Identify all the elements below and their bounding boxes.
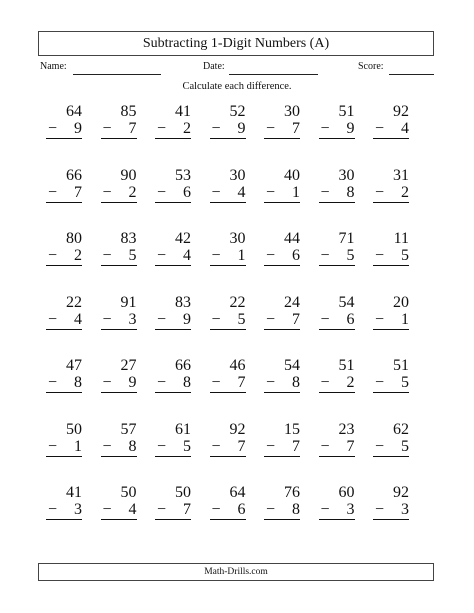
minuend: 23 xyxy=(338,420,355,438)
minuend: 50 xyxy=(120,484,137,501)
subtraction-problem xyxy=(319,484,355,528)
subtrahend: 7 xyxy=(183,501,191,518)
minuend: 92 xyxy=(393,484,409,501)
name-label: Name: xyxy=(40,61,67,72)
instructions: Calculate each difference. xyxy=(182,81,292,92)
minus-sign: − xyxy=(157,374,167,391)
subtrahend-row xyxy=(319,184,355,203)
minuend: 51 xyxy=(338,357,355,374)
subtrahend-row xyxy=(264,311,300,330)
minus-sign: − xyxy=(375,374,385,391)
minuend: 11 xyxy=(393,230,409,247)
minus-sign: − xyxy=(157,120,167,137)
minuend: 46 xyxy=(229,357,246,374)
subtrahend-row xyxy=(46,184,82,203)
minus-sign: − xyxy=(211,374,221,391)
subtrahend-row xyxy=(210,501,246,520)
minus-sign: − xyxy=(157,501,167,518)
subtraction-problem xyxy=(101,357,137,401)
minus-sign: − xyxy=(211,120,221,137)
subtrahend-row xyxy=(101,438,137,457)
subtraction-problem xyxy=(319,294,355,338)
score-label: Score: xyxy=(358,61,384,72)
subtrahend: 9 xyxy=(74,120,82,137)
minuend: 52 xyxy=(229,103,246,120)
subtrahend: 9 xyxy=(237,120,246,137)
subtraction-problem xyxy=(319,421,355,465)
minus-sign: − xyxy=(102,120,112,137)
minuend: 41 xyxy=(66,484,82,501)
subtrahend: 5 xyxy=(183,437,191,455)
subtraction-problem xyxy=(319,357,355,401)
subtrahend-row xyxy=(101,311,137,330)
minuend: 57 xyxy=(120,420,137,438)
minus-sign: − xyxy=(102,310,112,328)
minus-sign: − xyxy=(375,310,385,328)
minuend: 51 xyxy=(393,357,409,374)
subtrahend: 7 xyxy=(237,437,246,455)
minuend: 27 xyxy=(120,357,137,374)
minus-sign: − xyxy=(375,437,385,455)
subtraction-problem xyxy=(46,484,82,528)
subtrahend-row xyxy=(373,311,409,330)
minuend: 50 xyxy=(175,484,191,501)
minuend: 50 xyxy=(66,420,82,438)
minuend: 92 xyxy=(229,420,246,438)
subtraction-problem xyxy=(373,167,409,211)
subtraction-problem xyxy=(155,230,191,274)
subtrahend: 6 xyxy=(346,310,355,328)
minus-sign: − xyxy=(320,183,330,201)
subtraction-problem xyxy=(101,167,137,211)
minus-sign: − xyxy=(375,120,385,137)
subtraction-problem xyxy=(264,230,300,274)
minus-sign: − xyxy=(211,437,221,455)
subtrahend: 9 xyxy=(128,374,137,391)
date-field[interactable] xyxy=(229,74,318,75)
subtrahend: 5 xyxy=(237,310,246,328)
minus-sign: − xyxy=(48,374,58,391)
footer-box xyxy=(38,563,434,581)
subtrahend-row xyxy=(264,438,300,457)
subtraction-problem xyxy=(373,421,409,465)
name-field[interactable] xyxy=(73,74,161,75)
subtrahend: 3 xyxy=(401,501,409,518)
subtrahend: 1 xyxy=(237,247,246,264)
minuend: 15 xyxy=(284,420,300,438)
minus-sign: − xyxy=(375,501,385,518)
subtraction-problem xyxy=(319,103,355,147)
worksheet-title-box xyxy=(38,31,434,56)
minuend: 71 xyxy=(338,230,355,247)
subtraction-problem xyxy=(155,484,191,528)
subtraction-problem xyxy=(101,484,137,528)
minuend: 30 xyxy=(229,166,246,184)
minus-sign: − xyxy=(48,183,58,201)
subtrahend: 3 xyxy=(346,501,355,518)
subtrahend-row xyxy=(264,184,300,203)
header-fields xyxy=(0,61,474,77)
subtrahend-row xyxy=(101,247,137,266)
subtraction-problem xyxy=(101,294,137,338)
subtraction-problem xyxy=(101,230,137,274)
subtraction-problem xyxy=(264,484,300,528)
subtrahend-row xyxy=(155,501,191,520)
minuend: 91 xyxy=(120,293,137,311)
subtrahend-row xyxy=(210,184,246,203)
subtraction-problem xyxy=(101,103,137,147)
subtraction-problem xyxy=(373,103,409,147)
subtrahend-row xyxy=(155,438,191,457)
subtrahend-row xyxy=(46,374,82,393)
minuend: 20 xyxy=(393,293,409,311)
subtrahend: 5 xyxy=(401,247,409,264)
minus-sign: − xyxy=(320,310,330,328)
subtraction-problem xyxy=(373,484,409,528)
subtrahend: 6 xyxy=(292,247,300,264)
subtrahend: 2 xyxy=(74,247,82,264)
minus-sign: − xyxy=(375,183,385,201)
minuend: 42 xyxy=(175,230,191,247)
minus-sign: − xyxy=(211,310,221,328)
subtrahend-row xyxy=(264,120,300,139)
subtraction-problem xyxy=(46,294,82,338)
subtrahend: 4 xyxy=(237,183,246,201)
minuend: 30 xyxy=(284,103,300,120)
minus-sign: − xyxy=(102,183,112,201)
minus-sign: − xyxy=(266,437,276,455)
subtrahend: 1 xyxy=(292,183,300,201)
minus-sign: − xyxy=(320,437,330,455)
subtrahend: 8 xyxy=(346,183,355,201)
minuend: 44 xyxy=(284,230,300,247)
minus-sign: − xyxy=(48,437,58,455)
minus-sign: − xyxy=(48,310,58,328)
minuend: 30 xyxy=(229,230,246,247)
subtrahend-row xyxy=(210,311,246,330)
minus-sign: − xyxy=(266,247,276,264)
minus-sign: − xyxy=(266,183,276,201)
subtrahend-row xyxy=(264,501,300,520)
subtrahend: 4 xyxy=(401,120,409,137)
subtrahend-row xyxy=(373,184,409,203)
footer-text: Math-Drills.com xyxy=(204,567,268,577)
subtraction-problem xyxy=(101,421,137,465)
subtrahend-row xyxy=(319,120,355,139)
subtrahend: 8 xyxy=(128,437,137,455)
minus-sign: − xyxy=(48,247,58,264)
subtrahend: 3 xyxy=(128,310,137,328)
subtraction-problem xyxy=(210,167,246,211)
subtrahend: 8 xyxy=(292,374,300,391)
subtraction-problem xyxy=(46,421,82,465)
subtrahend-row xyxy=(373,501,409,520)
minuend: 83 xyxy=(120,230,137,247)
subtrahend-row xyxy=(319,247,355,266)
minuend: 76 xyxy=(284,484,300,501)
subtrahend-row xyxy=(101,501,137,520)
minus-sign: − xyxy=(211,183,221,201)
minus-sign: − xyxy=(211,247,221,264)
subtraction-problem xyxy=(264,294,300,338)
worksheet-title: Subtracting 1-Digit Numbers (A) xyxy=(142,35,330,51)
subtrahend-row xyxy=(373,374,409,393)
subtrahend-row xyxy=(46,311,82,330)
subtrahend: 9 xyxy=(183,310,191,328)
subtrahend: 6 xyxy=(183,183,191,201)
minuend: 31 xyxy=(393,166,409,184)
subtrahend: 7 xyxy=(237,374,246,391)
minus-sign: − xyxy=(375,247,385,264)
subtraction-problem xyxy=(210,103,246,147)
subtraction-problem xyxy=(155,103,191,147)
subtrahend: 5 xyxy=(401,374,409,391)
subtrahend-row xyxy=(373,120,409,139)
subtraction-problem xyxy=(46,167,82,211)
subtrahend-row xyxy=(210,247,246,266)
subtraction-problem xyxy=(46,230,82,274)
minuend: 22 xyxy=(66,293,82,311)
minus-sign: − xyxy=(266,310,276,328)
minus-sign: − xyxy=(102,501,112,518)
subtrahend-row xyxy=(319,438,355,457)
subtraction-problem xyxy=(264,103,300,147)
minuend: 83 xyxy=(175,293,191,311)
subtraction-problem xyxy=(155,167,191,211)
minus-sign: − xyxy=(320,374,330,391)
subtrahend: 5 xyxy=(401,437,409,455)
problem-grid xyxy=(46,103,436,543)
minus-sign: − xyxy=(102,437,112,455)
minuend: 51 xyxy=(338,103,355,120)
subtraction-problem xyxy=(210,421,246,465)
minus-sign: − xyxy=(320,247,330,264)
subtrahend: 7 xyxy=(346,437,355,455)
minus-sign: − xyxy=(157,247,167,264)
subtraction-problem xyxy=(319,230,355,274)
minuend: 85 xyxy=(120,103,137,120)
minus-sign: − xyxy=(266,374,276,391)
minuend: 60 xyxy=(338,484,355,501)
minuend: 62 xyxy=(393,420,409,438)
minus-sign: − xyxy=(266,120,276,137)
subtrahend: 8 xyxy=(292,501,300,518)
subtrahend: 8 xyxy=(74,374,82,391)
subtrahend: 7 xyxy=(292,120,300,137)
subtrahend-row xyxy=(46,501,82,520)
minuend: 54 xyxy=(284,357,300,374)
subtrahend: 1 xyxy=(401,310,409,328)
subtraction-problem xyxy=(319,167,355,211)
subtrahend: 2 xyxy=(401,183,409,201)
date-label: Date: xyxy=(203,61,225,72)
minuend: 92 xyxy=(393,103,409,120)
subtrahend-row xyxy=(264,247,300,266)
minuend: 61 xyxy=(175,420,191,438)
subtraction-problem xyxy=(373,357,409,401)
subtrahend-row xyxy=(264,374,300,393)
subtrahend: 7 xyxy=(292,310,300,328)
minuend: 64 xyxy=(229,484,246,501)
minus-sign: − xyxy=(157,437,167,455)
subtrahend-row xyxy=(46,120,82,139)
subtraction-problem xyxy=(264,421,300,465)
minus-sign: − xyxy=(211,501,221,518)
subtrahend-row xyxy=(210,438,246,457)
subtrahend: 3 xyxy=(74,501,82,518)
subtraction-problem xyxy=(264,357,300,401)
subtrahend: 7 xyxy=(292,437,300,455)
subtrahend-row xyxy=(373,247,409,266)
minuend: 80 xyxy=(66,230,82,247)
minus-sign: − xyxy=(320,501,330,518)
subtrahend: 5 xyxy=(346,247,355,264)
subtraction-problem xyxy=(373,294,409,338)
subtrahend-row xyxy=(155,120,191,139)
minus-sign: − xyxy=(102,247,112,264)
subtraction-problem xyxy=(155,357,191,401)
subtrahend-row xyxy=(155,247,191,266)
subtrahend-row xyxy=(46,247,82,266)
subtrahend-row xyxy=(210,120,246,139)
subtraction-problem xyxy=(210,357,246,401)
minuend: 22 xyxy=(229,293,246,311)
minus-sign: − xyxy=(266,501,276,518)
subtrahend-row xyxy=(319,374,355,393)
minus-sign: − xyxy=(157,310,167,328)
subtrahend: 4 xyxy=(74,310,82,328)
subtrahend-row xyxy=(210,374,246,393)
subtrahend-row xyxy=(46,438,82,457)
subtrahend: 4 xyxy=(183,247,191,264)
subtrahend: 2 xyxy=(346,374,355,391)
minuend: 24 xyxy=(284,293,300,311)
subtraction-problem xyxy=(264,167,300,211)
subtrahend: 1 xyxy=(74,437,82,455)
subtrahend: 4 xyxy=(128,501,137,518)
minuend: 40 xyxy=(284,166,300,184)
subtrahend: 9 xyxy=(346,120,355,137)
subtraction-problem xyxy=(155,294,191,338)
minus-sign: − xyxy=(157,183,167,201)
subtrahend: 5 xyxy=(128,247,137,264)
subtrahend: 2 xyxy=(183,120,191,137)
subtrahend-row xyxy=(155,184,191,203)
subtrahend: 7 xyxy=(74,183,82,201)
minus-sign: − xyxy=(48,501,58,518)
minuend: 64 xyxy=(66,103,82,120)
subtrahend-row xyxy=(101,374,137,393)
minuend: 47 xyxy=(66,357,82,374)
subtraction-problem xyxy=(210,294,246,338)
score-field[interactable] xyxy=(389,74,434,75)
subtraction-problem xyxy=(46,357,82,401)
subtrahend: 8 xyxy=(183,374,191,391)
minuend: 30 xyxy=(338,166,355,184)
minuend: 66 xyxy=(66,166,82,184)
subtrahend: 7 xyxy=(128,120,137,137)
subtraction-problem xyxy=(155,421,191,465)
subtraction-problem xyxy=(373,230,409,274)
minuend: 66 xyxy=(175,357,191,374)
subtraction-problem xyxy=(46,103,82,147)
subtrahend: 2 xyxy=(128,183,137,201)
subtraction-problem xyxy=(210,230,246,274)
subtrahend-row xyxy=(155,311,191,330)
subtrahend-row xyxy=(319,501,355,520)
minus-sign: − xyxy=(102,374,112,391)
subtrahend-row xyxy=(101,184,137,203)
minuend: 90 xyxy=(120,166,137,184)
minuend: 41 xyxy=(175,103,191,120)
minus-sign: − xyxy=(48,120,58,137)
subtrahend-row xyxy=(101,120,137,139)
minuend: 54 xyxy=(338,293,355,311)
minus-sign: − xyxy=(320,120,330,137)
subtrahend-row xyxy=(319,311,355,330)
minuend: 53 xyxy=(175,166,191,184)
subtrahend-row xyxy=(373,438,409,457)
subtraction-problem xyxy=(210,484,246,528)
subtrahend: 6 xyxy=(237,501,246,518)
subtrahend-row xyxy=(155,374,191,393)
